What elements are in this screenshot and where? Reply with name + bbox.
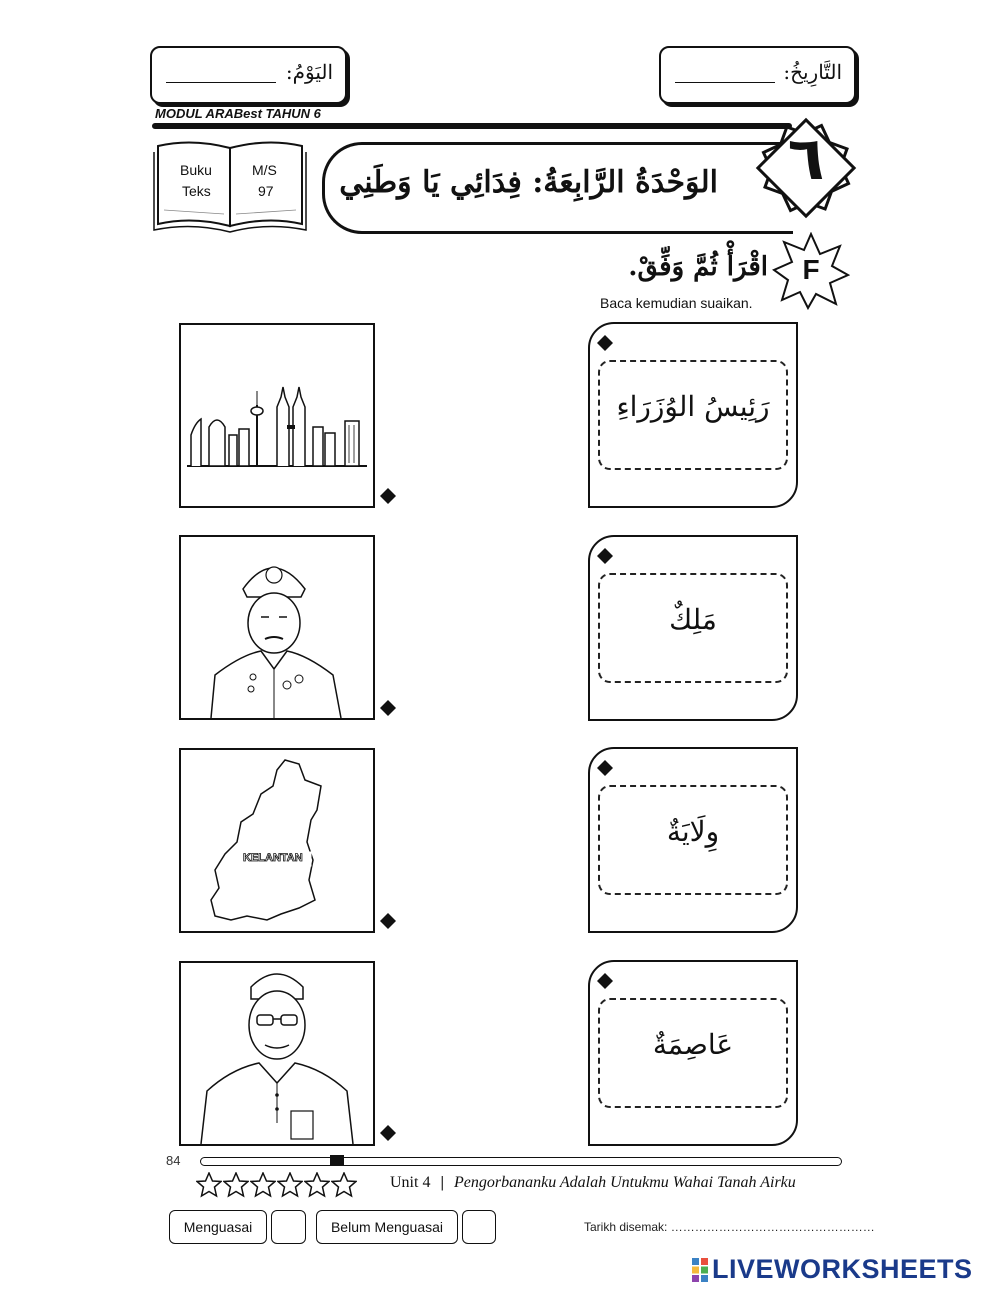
star-icon [331, 1172, 357, 1198]
match-dot-right-1[interactable] [596, 334, 614, 352]
word-card-2 [588, 535, 798, 721]
unit-footer-title: Pengorbananku Adalah Untukmu Wahai Tanah Airku [453, 1174, 796, 1191]
word-frame-4 [598, 998, 788, 1108]
city-skyline-illustration [181, 325, 373, 506]
word-3: وِلَايَةٌ [666, 815, 720, 848]
exercise-letter: F [802, 254, 820, 285]
match-dot-left-1[interactable] [379, 487, 397, 505]
mastered-checkbox[interactable] [271, 1210, 306, 1244]
not-mastered-checkbox[interactable] [462, 1210, 496, 1244]
unit-title-banner [322, 142, 793, 234]
match-dot-right-4[interactable] [596, 972, 614, 990]
unit-title: الوَحْدَةُ الرَّابِعَةُ: فِدَائِي يَا وَطَنِي [339, 165, 718, 200]
star-icon [250, 1172, 276, 1198]
checked-date-field: Tarikh disemak: …………………………………………… [584, 1220, 875, 1234]
match-dot-left-2[interactable] [379, 699, 397, 717]
match-dot-left-3[interactable] [379, 912, 397, 930]
word-2: مَلِكٌ [669, 603, 717, 636]
date-field-box [659, 46, 856, 104]
mastered-label-box: Menguasai [169, 1210, 267, 1244]
not-mastered-label-box: Belum Menguasai [316, 1210, 458, 1244]
king-portrait-illustration [181, 537, 373, 718]
picture-box-4 [179, 961, 375, 1146]
picture-box-2 [179, 535, 375, 720]
unit-number: ٦ [787, 124, 825, 194]
word-frame-1 [598, 360, 788, 470]
picture-box-3 [179, 748, 375, 933]
book-word-2: Teks [182, 183, 211, 199]
word-frame-3 [598, 785, 788, 895]
word-card-1 [588, 322, 798, 508]
day-label: اليَوْمُ: [285, 60, 333, 84]
match-dot-right-2[interactable] [596, 547, 614, 565]
picture-box-1 [179, 323, 375, 508]
minister-portrait-illustration [181, 963, 373, 1144]
unit-number-text: Unit 4 [390, 1174, 431, 1191]
page-number: 84 [166, 1153, 181, 1168]
rating-stars [196, 1170, 360, 1200]
unit-separator: | [440, 1174, 444, 1191]
day-input-line[interactable] [166, 82, 276, 83]
liveworksheets-brand: LIVEWORKSHEETS [712, 1254, 973, 1284]
day-field-box [150, 46, 347, 104]
match-dot-left-4[interactable] [379, 1124, 397, 1142]
word-1: رَئِيسُ الوُزَرَاءِ [616, 390, 770, 423]
book-word-1: Buku [180, 162, 212, 178]
word-card-3 [588, 747, 798, 933]
star-icon [196, 1172, 222, 1198]
map-state-label: KELANTAN [243, 852, 303, 864]
star-icon [277, 1172, 303, 1198]
footer-bar [200, 1157, 842, 1166]
header-divider [152, 123, 792, 129]
instruction-malay: Baca kemudian suaikan. [600, 295, 753, 311]
liveworksheets-logo-icon [692, 1258, 708, 1282]
book-ms-label: M/S [252, 162, 277, 178]
module-title: MODUL ARABest TAHUN 6 [155, 106, 321, 121]
textbook-icon [152, 136, 310, 234]
star-icon [223, 1172, 249, 1198]
star-icon [304, 1172, 330, 1198]
match-dot-right-3[interactable] [596, 759, 614, 777]
unit-footer-text [390, 1174, 796, 1192]
exercise-star-badge [772, 232, 850, 310]
date-input-line[interactable] [675, 82, 775, 83]
word-card-4 [588, 960, 798, 1146]
word-4: عَاصِمَةٌ [652, 1028, 734, 1061]
word-frame-2 [598, 573, 788, 683]
kelantan-map-illustration [181, 750, 373, 931]
book-page-number: 97 [258, 183, 274, 199]
instruction-arabic: اقْرَأْ ثُمَّ وَفِّقْ. [628, 252, 768, 282]
unit-number-badge [750, 112, 862, 224]
date-label: التَّارِيخُ: [783, 60, 842, 84]
footer-bar-marker [330, 1155, 344, 1165]
